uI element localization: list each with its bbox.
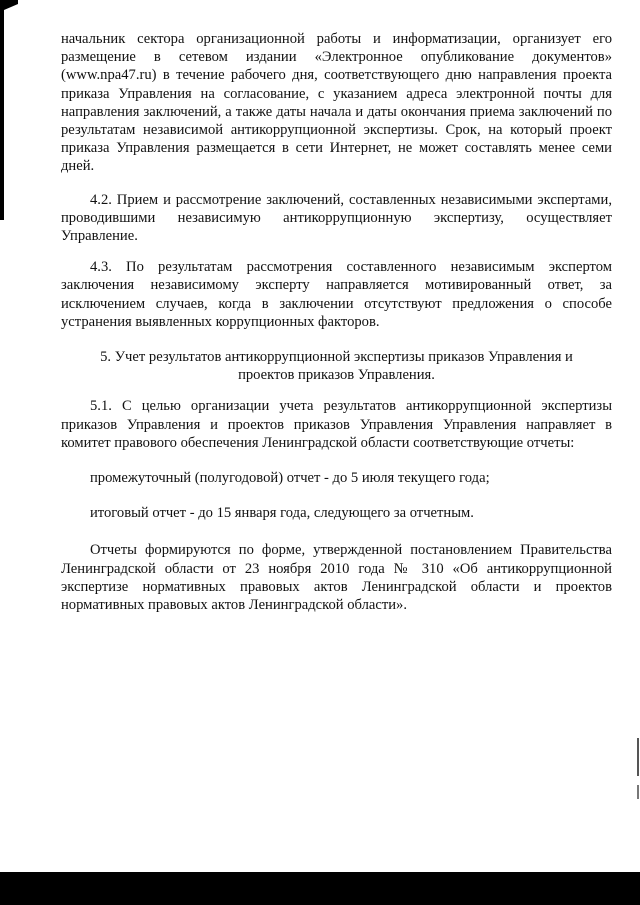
paragraph-4-1-continuation: начальник сектора организационной работы и информатизации, организует его размещение в сетевом издании «Электронное опубликование документов» (www.npa47.ru) в течение рабочего дня, соответствующего дню направления проекта приказа Управления на согласование, с указанием адреса электронной почты для направления заключений, а также даты начала и даты окончания приема заключений по результатам независимой антикоррупционной экспертизы. Срок, на который проект приказа Управления размещается в сети Интернет, не может составлять менее семи дней. xyxy=(61,31,612,175)
paragraph-5-1: 5.1. С целью организации учета результатов антикоррупционной экспертизы приказов Управления и проектов приказов Управления Управления направляет в комитет правового обеспечения Ленинградской области соответствующие отчеты: xyxy=(61,398,612,451)
paragraph-4-2: 4.2. Прием и рассмотрение заключений, составленных независимыми экспертами, проводившими независимую антикоррупционную экспертизу, осуществляет Управление. xyxy=(61,191,612,245)
section-heading-5: 5. Учет результатов антикоррупционной экспертизы приказов Управления и проектов приказов Управления. xyxy=(100,349,573,384)
scan-artifact-right xyxy=(637,738,639,776)
report-item-final: итоговый отчет - до 15 января года, следующего за отчетным. xyxy=(90,505,474,522)
paragraph-4-3: 4.3. По результатам рассмотрения составленного независимым экспертом заключения независимому эксперту направляется мотивированный ответ, за исключением случаев, когда в заключении отсутствуют предложения о способе устранения выявленных коррупционных факторов. xyxy=(61,259,612,330)
report-item-interim: промежуточный (полугодовой) отчет - до 5 июля текущего года; xyxy=(90,470,490,487)
paragraph-reports-form: Отчеты формируются по форме, утвержденной постановлением Правительства Ленинградской области от 23 ноября 2010 года № 310 «Об антикоррупционной экспертизе нормативных правовых актов Ленинградской области и проектов нормативных правовых актов Ленинградской области». xyxy=(61,542,612,614)
scan-edge-mark xyxy=(0,0,18,220)
document-page xyxy=(61,30,612,614)
scan-bottom-border xyxy=(0,872,640,905)
scan-artifact-right-small xyxy=(637,785,639,799)
